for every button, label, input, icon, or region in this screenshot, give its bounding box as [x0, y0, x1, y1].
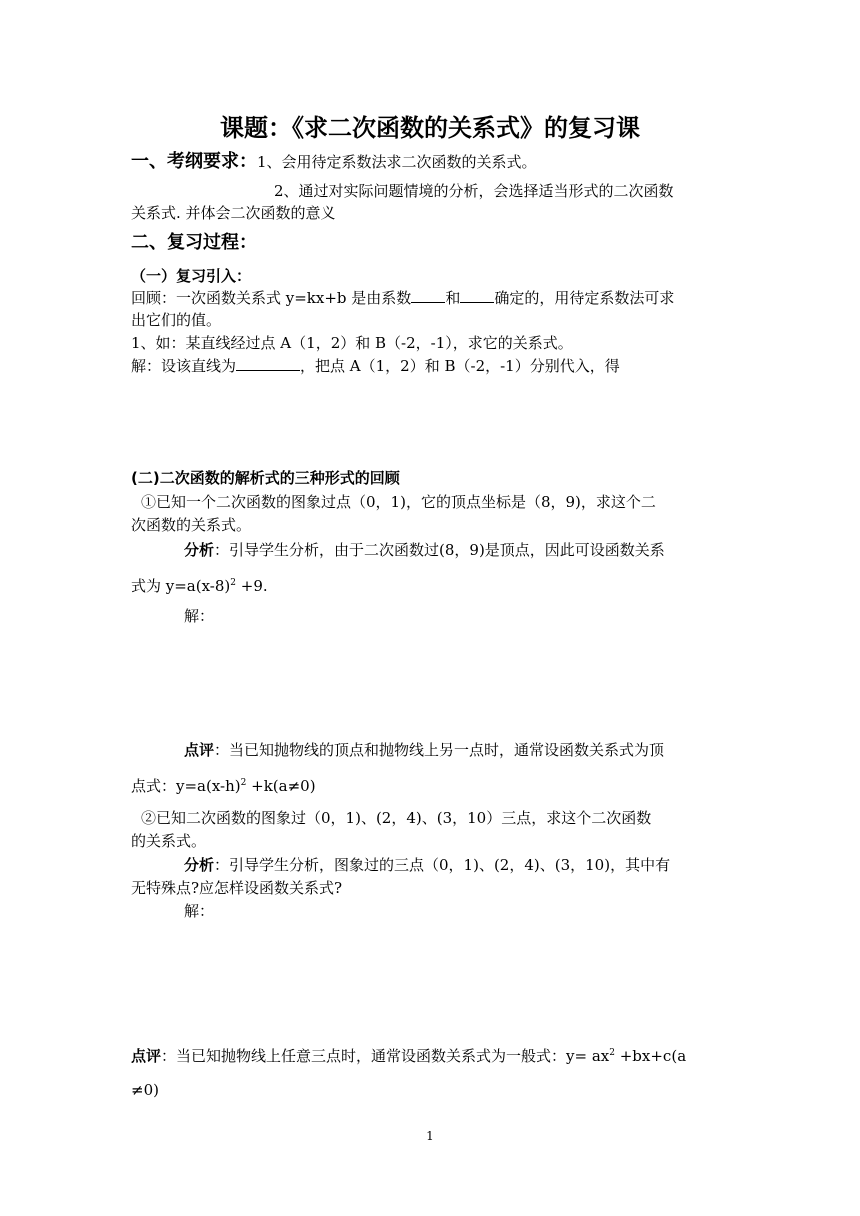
- q2-solution-label: 解：: [184, 902, 215, 920]
- question-1b: 次函数的关系式。: [131, 516, 252, 534]
- question-2b: 的关系式。: [131, 832, 207, 850]
- syllabus-item-1: 1、会用待定系数法求二次函数的关系式。: [257, 153, 537, 171]
- q2-comment-label: 点评: [131, 1047, 162, 1065]
- section-heading-review: 二、复习过程：: [131, 232, 257, 253]
- subsection-heading-intro: （一）复习引入：: [131, 267, 252, 285]
- q1-analysis-text: ：引导学生分析，由于二次函数过(8，9)是顶点，因此可设函数关系: [214, 541, 665, 559]
- review-text-he: 和: [445, 289, 461, 307]
- q1-formula-b: +9.: [236, 577, 268, 595]
- question-2a: ②已知二次函数的图象过（0，1)、(2，4)、(3，10）三点，求这个二次函数: [141, 809, 652, 827]
- syllabus-item-2a: 2、通过对实际问题情境的分析，会选择适当形式的二次函数: [274, 182, 674, 200]
- q2-analysis-label: 分析: [184, 856, 215, 874]
- blank-3: [236, 356, 300, 371]
- q2-comment: [131, 1046, 686, 1066]
- example-1: 1、如：某直线经过点 A（1，2）和 B（-2，-1），求它的关系式。: [131, 334, 573, 352]
- q1-comment: [184, 740, 664, 760]
- q2-comment-sup: 2: [609, 1048, 615, 1058]
- q2-comment-text-b: +bx+c(a: [614, 1047, 687, 1065]
- q2-comment-text-a: ：当已知抛物线上任意三点时，通常设函数关系式为一般式：y= ax: [161, 1047, 610, 1065]
- q1-analysis-label: 分析: [184, 541, 215, 559]
- q1-comment-formula: [131, 776, 316, 796]
- solution-text-b: ，把点 A（1，2）和 B（-2，-1）分别代入，得: [300, 357, 620, 375]
- q1-comment-text: ：当已知抛物线的顶点和抛物线上另一点时，通常设函数关系式为顶: [214, 741, 665, 759]
- q1-comment-formula-a: 点式：y=a(x-h): [131, 777, 241, 795]
- review-line: [131, 288, 674, 308]
- syllabus-item-2b: 关系式. 并体会二次函数的意义: [131, 204, 336, 222]
- solution-text-a: 解：设该直线为: [131, 357, 237, 375]
- q1-analysis: [184, 540, 665, 560]
- q1-comment-label: 点评: [184, 741, 215, 759]
- review-line-2: 出它们的值。: [131, 311, 222, 329]
- q1-formula-a: 式为 y=a(x-8): [131, 577, 231, 595]
- q2-analysis: [184, 855, 670, 875]
- page-number: 1: [426, 1129, 434, 1143]
- review-text-a: 回顾：一次函数关系式 y=kx+b 是由系数: [131, 289, 412, 307]
- blank-2: [460, 288, 494, 303]
- q1-formula: [131, 576, 268, 596]
- q1-solution-label: 解：: [184, 607, 215, 625]
- q1-comment-formula-sup: 2: [240, 778, 247, 788]
- review-text-b: 确定的，用待定系数法可求: [494, 289, 675, 307]
- syllabus-line-1: [131, 152, 537, 172]
- q2-analysis-text: ：引导学生分析，图象过的三点（0，1)、(2，4)、(3，10)，其中有: [214, 856, 671, 874]
- subsection-heading-forms: (二)二次函数的解析式的三种形式的回顾: [131, 469, 400, 487]
- question-1a: ①已知一个二次函数的图象过点（0，1)，它的顶点坐标是（8，9)，求这个二: [141, 493, 656, 511]
- solution-line: [131, 356, 620, 376]
- q2-analysis-b: 无特殊点?应怎样设函数关系式?: [131, 879, 343, 897]
- q1-formula-sup: 2: [230, 578, 236, 588]
- blank-1: [411, 288, 445, 303]
- q1-comment-formula-b: +k(a≠0): [246, 777, 316, 795]
- section-heading-syllabus: 一、考纲要求：: [131, 151, 257, 172]
- page-title: 课题：《求二次函数的关系式》的复习课: [220, 114, 640, 142]
- q2-comment-c: ≠0): [131, 1081, 159, 1099]
